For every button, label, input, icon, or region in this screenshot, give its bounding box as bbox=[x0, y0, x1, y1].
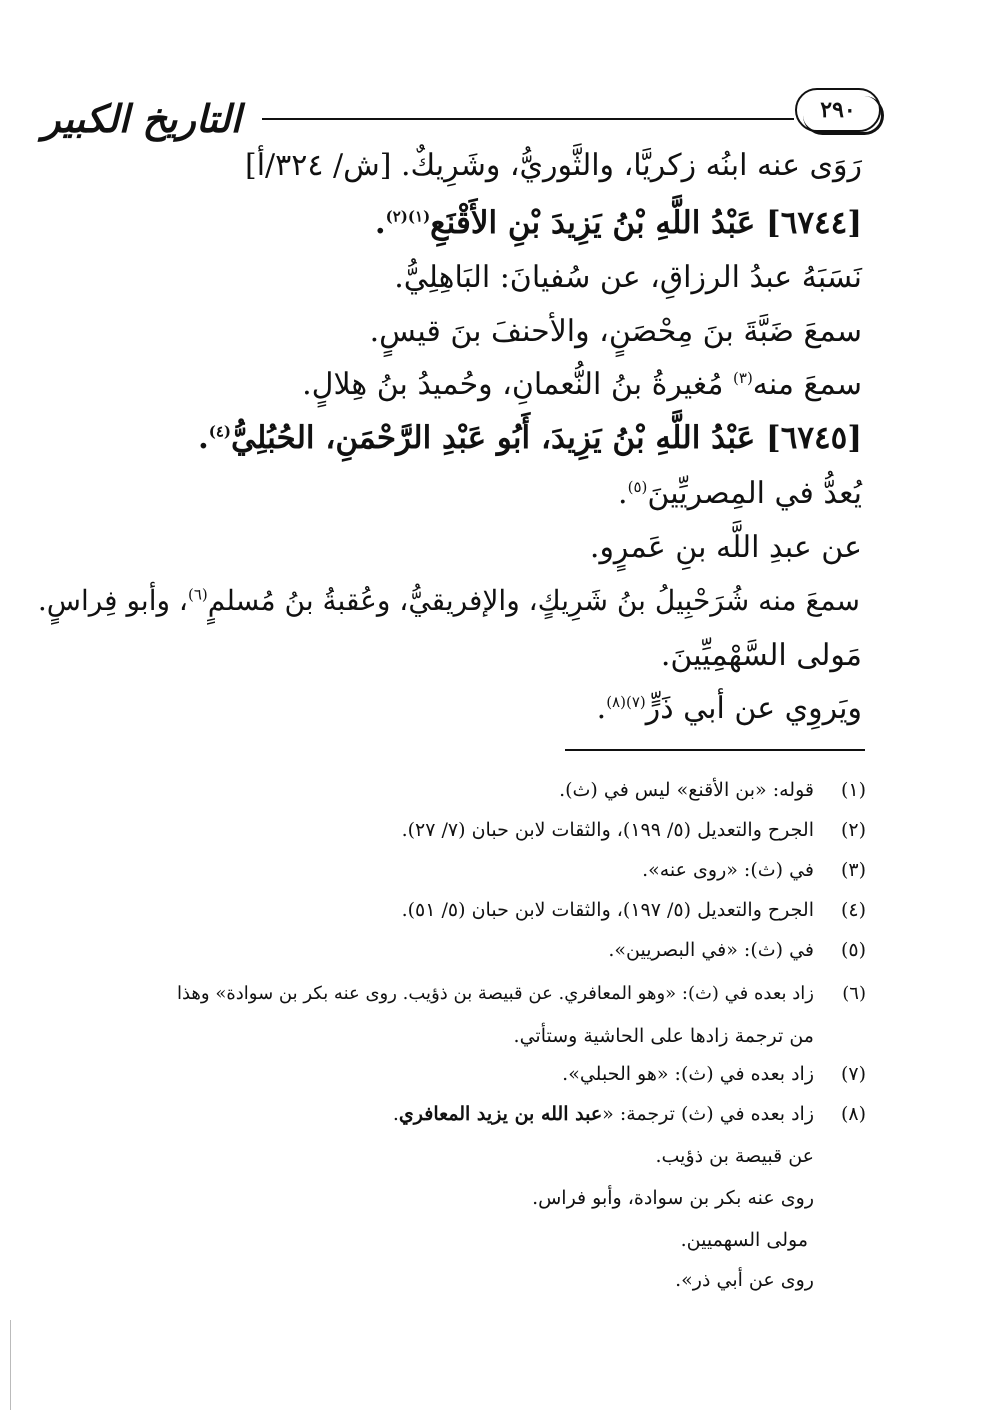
footnote-text: الجرح والتعديل (٥/ ١٩٧)، والثقات لابن حبان (٥/ ٥١). bbox=[401, 899, 814, 921]
scan-margin-mark bbox=[10, 1320, 11, 1410]
footnote-number: (٥) bbox=[840, 939, 866, 961]
entry-heading-6745 bbox=[198, 420, 862, 457]
footnote-number: (٤) bbox=[840, 899, 866, 921]
footnote-text: في (ث): «روى عنه». bbox=[642, 859, 814, 881]
main-line-1 bbox=[245, 148, 862, 184]
footnote-ref: (٧)(٨) bbox=[606, 693, 646, 711]
footnote-5 bbox=[608, 938, 866, 964]
footnote-ref: (١)(٢) bbox=[385, 207, 431, 226]
footnote-text: قوله: «بن الأقنع» ليس في (ث). bbox=[559, 779, 814, 801]
main-line-4 bbox=[370, 314, 862, 350]
footnote-ref: (٦) bbox=[187, 585, 208, 604]
footnote-text: من ترجمة زادها على الحاشية وستأتي. bbox=[513, 1025, 814, 1047]
main-line-9 bbox=[38, 584, 860, 618]
main-line-text: سمعَ منه bbox=[752, 367, 862, 402]
running-header-title: التاريخ الكبير bbox=[42, 96, 241, 141]
footnote-2 bbox=[402, 818, 866, 844]
main-line-3 bbox=[394, 260, 862, 296]
footnote-8-line-1 bbox=[655, 1144, 814, 1170]
footnote-1 bbox=[559, 778, 866, 804]
main-line-tail: . bbox=[618, 476, 628, 511]
main-line-text: عن عبدِ اللَّه بنِ عَمرٍو. bbox=[589, 530, 862, 565]
main-line-text: رَوَى عنه ابنُه زكريَّا، والثَّوريُّ، وشَرِيكٌ. [ش/ ٣٢٤/أ] bbox=[244, 148, 862, 183]
footnote-4 bbox=[402, 898, 866, 924]
footnote-bold-name: عبد الله بن يزيد المعافري bbox=[398, 1103, 603, 1125]
footnote-number: (٣) bbox=[840, 859, 866, 881]
entry-heading-text: [٦٧٤٥] عَبْدُ اللَّهِ بْنُ يَزِيدَ، أَبُو عَبْدِ الرَّحْمَنِ، الحُبُلِيُّ bbox=[231, 420, 862, 456]
footnote-number: (٢) bbox=[840, 819, 866, 841]
entry-heading-text: [٦٧٤٤] عَبْدُ اللَّهِ بْنُ يَزِيدَ بْنِ الأَقْنَعِ bbox=[430, 205, 862, 241]
footnote-text: زاد بعده في (ث) ترجمة: « bbox=[602, 1103, 814, 1125]
footnote-tail: . bbox=[392, 1103, 399, 1125]
main-line-text: ويَروِي عن أبي ذَرٍّ bbox=[645, 691, 862, 726]
footnote-8-line-4 bbox=[675, 1268, 814, 1294]
footnote-8-line-3 bbox=[681, 1228, 808, 1254]
footnote-number: (٦) bbox=[842, 983, 866, 1004]
main-line-11 bbox=[597, 691, 862, 727]
footnote-6-continuation bbox=[514, 1024, 814, 1050]
main-line-8 bbox=[590, 530, 862, 566]
footnote-8 bbox=[393, 1102, 866, 1128]
main-line-text: سمعَ منه شُرَحْبِيلُ بنُ شَرِيكٍ، والإفريقيُّ، وعُقبةُ بنُ مُسلمٍ bbox=[207, 584, 860, 617]
main-line-text: سمعَ ضَبَّةَ بنَ مِحْصَنٍ، والأحنفَ بنَ قيسٍ. bbox=[369, 314, 862, 349]
main-line-tail: ، وأبو فِراسٍ. bbox=[37, 584, 188, 617]
footnote-text: عن قبيصة بن ذؤيب. bbox=[655, 1145, 814, 1167]
footnote-text: مولى السهميين. bbox=[680, 1229, 808, 1251]
footnote-number: (١) bbox=[840, 779, 866, 801]
main-line-text: مَولى السَّهْمِيِّينَ. bbox=[660, 638, 862, 673]
footnote-ref: (٣) bbox=[733, 369, 753, 387]
main-line-text: يُعدُّ في المِصريِّينَ bbox=[647, 476, 862, 511]
footnote-3 bbox=[642, 858, 866, 884]
main-line-text: نَسَبَهُ عبدُ الرزاقِ، عن سُفيانَ: البَاهِلِيُّ. bbox=[394, 260, 862, 295]
main-line-tail: . bbox=[596, 691, 607, 726]
footnote-text: روى عنه بكر بن سوادة، وأبو فراس. bbox=[532, 1187, 814, 1209]
page-number-badge bbox=[795, 88, 881, 132]
footnote-text: زاد بعده في (ث): «وهو المعافري. عن قبيصة بن ذؤيب. روى عنه بكر بن سوادة» وهذا bbox=[176, 983, 814, 1004]
footnote-number: (٨) bbox=[840, 1103, 866, 1125]
main-line-10 bbox=[661, 638, 862, 674]
main-line-7 bbox=[618, 476, 862, 512]
header-rule bbox=[262, 118, 794, 120]
entry-heading-6744 bbox=[375, 205, 862, 242]
footnote-text: زاد بعده في (ث): «هو الحبلي». bbox=[562, 1063, 814, 1085]
main-line-tail: مُغيرةُ بنُ النُّعمانِ، وحُميدُ بنُ هِلالٍ. bbox=[302, 367, 734, 402]
footnote-8-line-2 bbox=[532, 1186, 814, 1212]
footnote-text: روى عن أبي ذر». bbox=[675, 1269, 814, 1291]
footnote-number: (٧) bbox=[840, 1063, 866, 1085]
main-line-5 bbox=[302, 367, 862, 403]
page-number: ٢٩٠ bbox=[820, 97, 856, 123]
footnote-text: في (ث): «في البصريين». bbox=[608, 939, 814, 961]
footnote-6 bbox=[177, 982, 866, 1006]
footnote-7 bbox=[562, 1062, 866, 1088]
main-line-tail: . bbox=[374, 205, 386, 241]
footnote-separator bbox=[565, 749, 865, 751]
main-line-tail: . bbox=[197, 420, 209, 456]
footnote-text: الجرح والتعديل (٥/ ١٩٩)، والثقات لابن حبان (٧/ ٢٧). bbox=[401, 819, 814, 841]
footnote-ref: (٥) bbox=[627, 478, 648, 496]
footnote-ref: (٤) bbox=[208, 422, 232, 441]
